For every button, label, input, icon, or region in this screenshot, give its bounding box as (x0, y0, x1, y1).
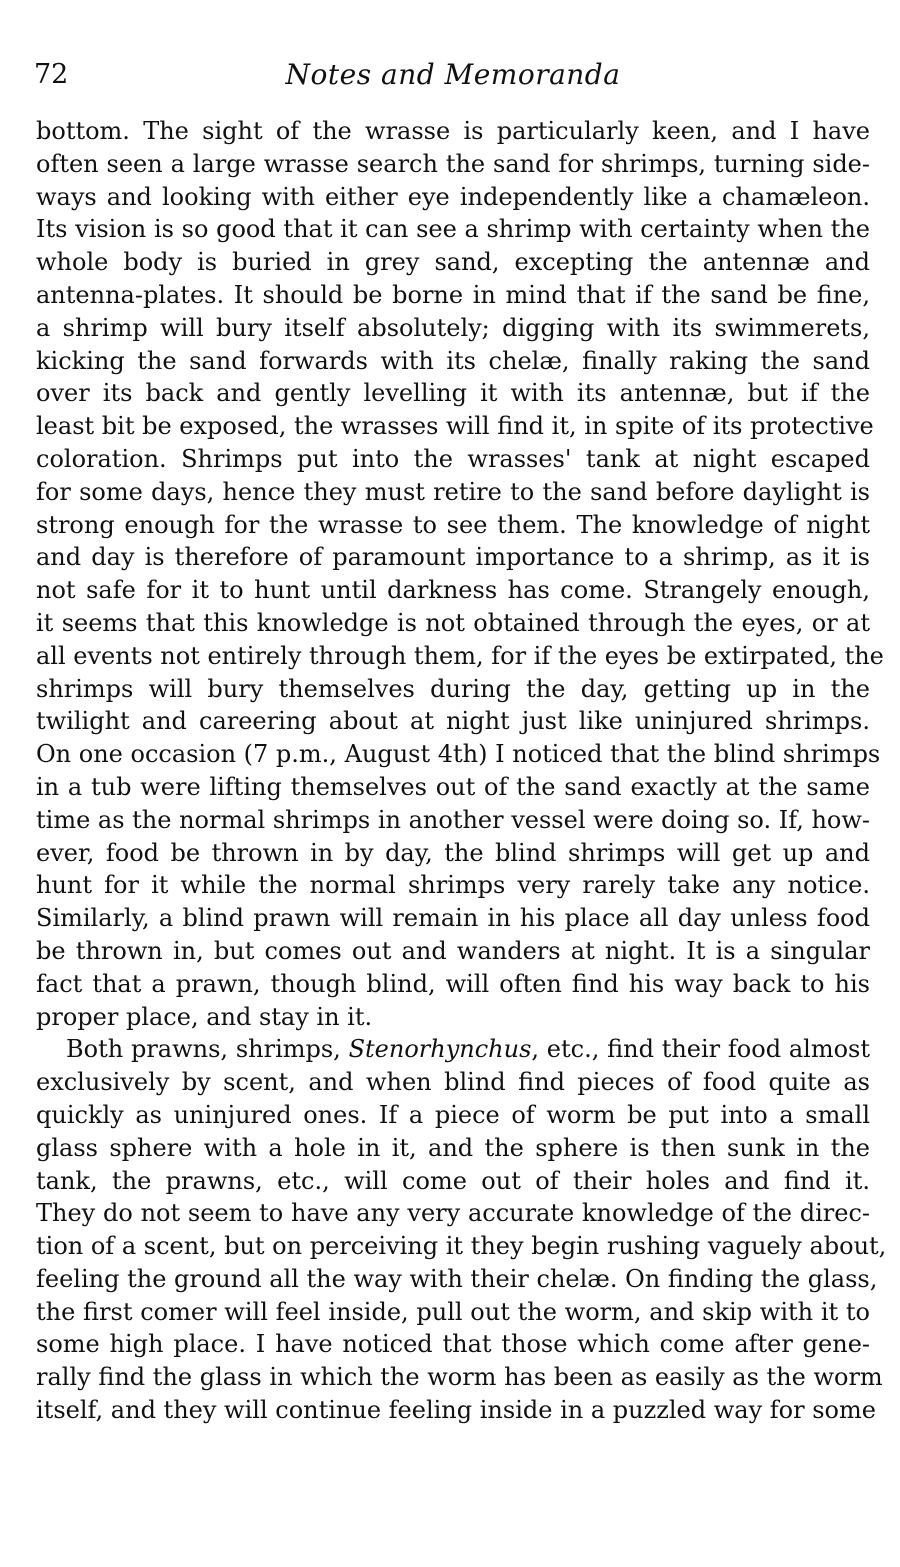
text-line (36, 1033, 870, 1066)
text-line: kicking the sand forwards with its chelæ, finally raking the sand (36, 346, 870, 375)
text-line: glass sphere with a hole in it, and the sphere is then sunk in the (36, 1133, 870, 1162)
text-line: hunt for it while the normal shrimps very rarely take any notice. (36, 871, 870, 900)
text-line: They do not seem to have any very accurate knowledge of the direc- (36, 1199, 870, 1228)
page-number: 72 (34, 59, 69, 90)
text-line: twilight and careering about at night just like uninjured shrimps. (36, 707, 870, 736)
paragraph-1 (36, 115, 884, 1033)
text-line: and day is therefore of paramount importance to a shrimp, as it is (36, 543, 870, 572)
text-line: tion of a scent, but on perceiving it they begin rushing vaguely about, (36, 1232, 887, 1261)
text-line: all events not entirely through them, for if the eyes be extirpated, the (36, 641, 884, 670)
text-line: bottom. The sight of the wrasse is particularly keen, and I have (36, 117, 870, 145)
text-line: Its vision is so good that it can see a shrimp with certainty when the (36, 215, 870, 244)
text-line: proper place, and stay in it. (36, 1002, 373, 1031)
text-line: in a tub were lifting themselves out of the sand exactly at the same (36, 772, 870, 801)
running-title: Notes and Memoranda (285, 58, 621, 91)
text-line: exclusively by scent, and when blind find pieces of food quite as (36, 1068, 870, 1097)
text-line: fact that a prawn, though blind, will often find his way back to his (36, 969, 870, 998)
text-line: itself, and they will continue feeling inside in a puzzled way for some (36, 1396, 876, 1425)
text-line: strong enough for the wrasse to see them. The knowledge of night (36, 510, 870, 539)
text-line: shrimps will bury themselves during the day, getting up in the (36, 674, 870, 703)
text-line: the first comer will feel inside, pull out the worm, and skip with it to (36, 1297, 870, 1326)
page-header (34, 58, 872, 98)
text-line: feeling the ground all the way with their chelæ. On finding the glass, (36, 1264, 878, 1293)
text-line: antenna-plates. It should be borne in mind that if the sand be fine, (36, 280, 870, 309)
text-run: Both prawns, shrimps, (66, 1035, 349, 1064)
text-line: time as the normal shrimps in another vessel were doing so. If, how- (36, 805, 871, 834)
text-line: rally find the glass in which the worm has been as easily as the worm (36, 1363, 883, 1392)
paragraph-2 (36, 1033, 887, 1427)
text-line: often seen a large wrasse search the sand for shrimps, turning side- (36, 149, 870, 178)
text-line: coloration. Shrimps put into the wrasses' tank at night escaped (36, 444, 870, 473)
genus-name: Stenorhynchus (348, 1035, 532, 1064)
text-line: ever, food be thrown in by day, the blind shrimps will get up and (36, 838, 870, 867)
text-line: least bit be exposed, the wrasses will find it, in spite of its protective (36, 412, 874, 441)
text-line: whole body is buried in grey sand, excepting the antennæ and (36, 248, 870, 277)
text-line: some high place. I have noticed that those which come after gene- (36, 1330, 870, 1359)
text-line: over its back and gently levelling it with its antennæ, but if the (36, 379, 870, 408)
text-line: a shrimp will bury itself absolutely; digging with its swimmerets, (36, 313, 870, 342)
text-line: Similarly, a blind prawn will remain in his place all day unless food (36, 904, 870, 933)
text-line: On one occasion (7 p.m., August 4th) I noticed that the blind shrimps (36, 740, 881, 769)
text-line: be thrown in, but comes out and wanders at night. It is a singular (36, 936, 870, 965)
text-line: ways and looking with either eye independently like a chamæleon. (36, 182, 870, 211)
text-line: not safe for it to hunt until darkness has come. Strangely enough, (36, 576, 870, 605)
text-line: tank, the prawns, etc., will come out of their holes and find it. (36, 1166, 870, 1195)
text-run: , etc., find their food almost (531, 1035, 870, 1064)
text-line: for some days, hence they must retire to the sand before daylight is (36, 477, 870, 506)
body-text (36, 115, 887, 1427)
text-line: it seems that this knowledge is not obtained through the eyes, or at (36, 608, 870, 637)
text-line: quickly as uninjured ones. If a piece of worm be put into a small (36, 1100, 870, 1129)
